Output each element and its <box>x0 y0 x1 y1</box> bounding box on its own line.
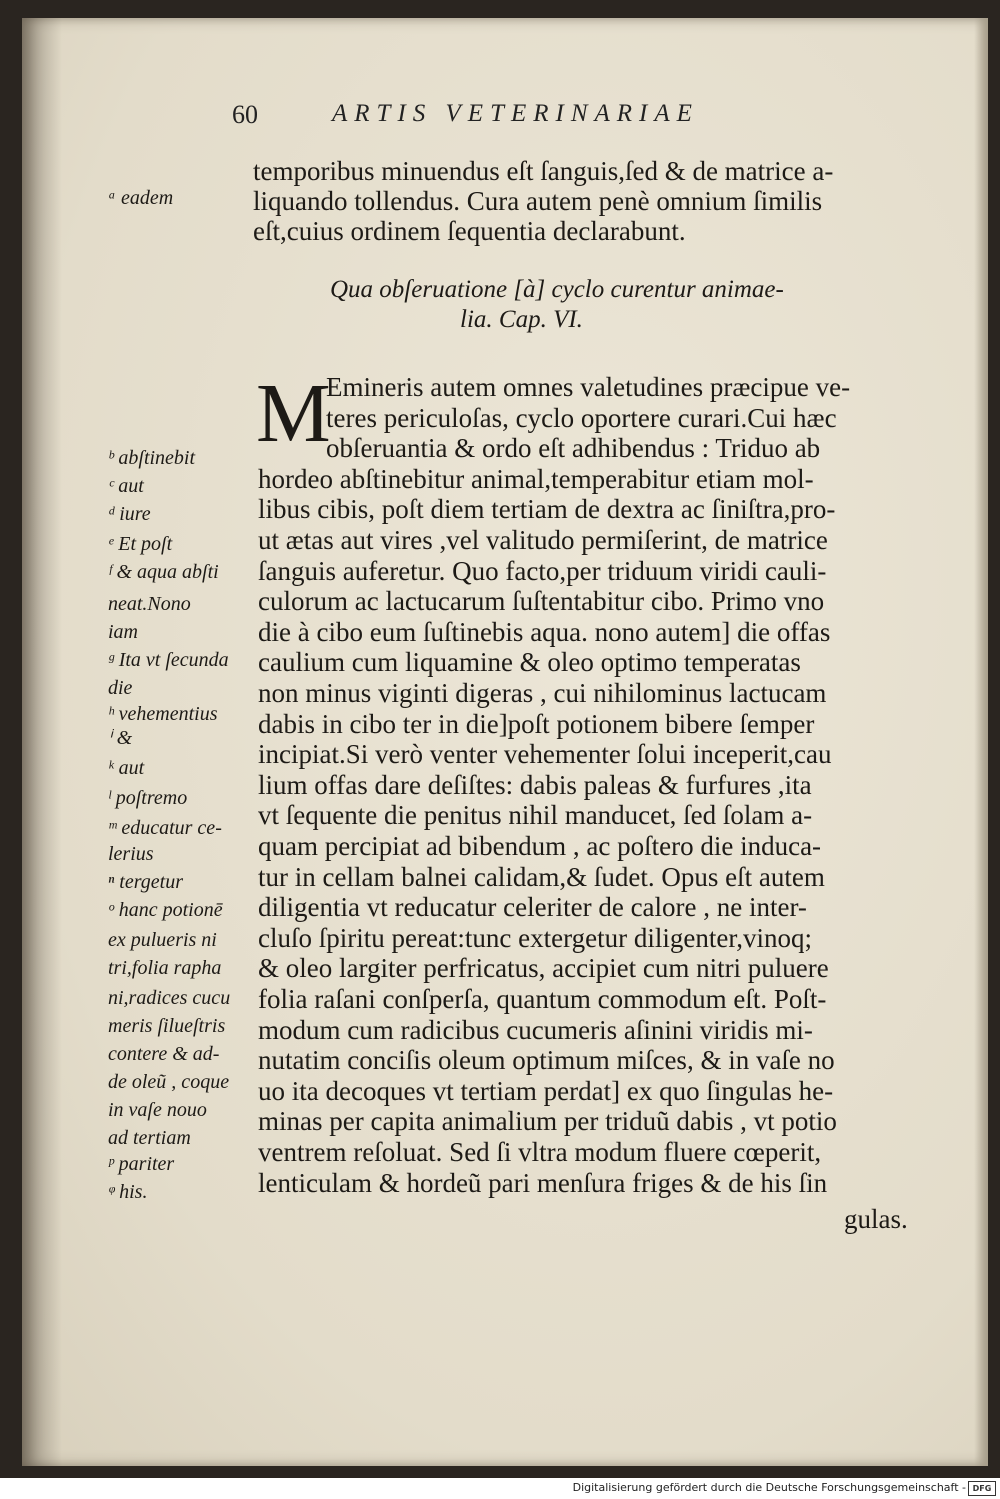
body-line: libus cibis, poſt diem tertiam de dextra ac ſiniſtra,pro- <box>258 494 836 525</box>
body-line: lenticulam & hordeũ pari menſura friges & de his ſin <box>258 1167 828 1198</box>
catchword: gulas. <box>844 1204 908 1234</box>
footer-credit: Digitalisierung gefördert durch die Deutsche Forschungsgemeinschaft - <box>572 1481 966 1494</box>
body-line: minas per capita animalium per triduũ dabis , vt potio <box>258 1106 837 1137</box>
marginal-note: lerius <box>108 843 154 865</box>
body-line: caulium cum liquamine & oleo optimo temperatas <box>258 647 801 678</box>
marginal-note: ⁿ tergetur <box>108 871 183 893</box>
body-line: teres periculoſas, cyclo oportere curari.Cui hæc <box>326 402 837 433</box>
body-line: quam percipiat ad bibendum , ac poſtero die induca- <box>258 831 822 861</box>
marginal-note: ᵠ his. <box>108 1181 148 1203</box>
body-line: die à cibo eum ſuſtinebis aqua. nono autem] die offas <box>258 616 831 647</box>
marginal-note: ni,radices cucu <box>108 987 231 1009</box>
gutter-shadow <box>22 18 62 1466</box>
body-line: ut ætas aut vires ,vel valitudo permiſerint, de matrice <box>258 525 828 555</box>
page-header <box>232 100 832 140</box>
chapter-heading-cont: lia. Cap. VI. <box>460 306 583 333</box>
marginal-note: ᶜ aut <box>108 475 144 497</box>
intro-line: eſt,cuius ordinem ſequentia declarabunt. <box>253 216 686 246</box>
marginal-note: meris ſilueſtris <box>108 1015 226 1037</box>
marginal-note: de oleũ , coque <box>108 1071 230 1093</box>
body-line: ſanguis auferetur. Quo facto,per triduum viridi cauli- <box>258 555 827 586</box>
marginal-note: iam <box>108 621 138 643</box>
marginal-note: ᶠ & aqua abſti <box>108 561 219 583</box>
body-line: lium offas dare deſiſtes: dabis paleas & furfures ,ita <box>258 769 812 800</box>
marginal-note: ad tertiam <box>108 1127 191 1149</box>
marginal-note: die <box>108 677 133 699</box>
drop-cap-initial: M <box>256 367 331 460</box>
digitization-footer <box>0 1478 1000 1499</box>
marginal-note: ˡ poſtremo <box>108 787 188 809</box>
body-line: folia raſani conſperſa, quantum commodum eſt. Poſt- <box>258 984 827 1014</box>
body-line: vt ſequente die penitus nihil manducet, ſed ſolam a- <box>258 800 813 831</box>
dfg-logo-icon: DFG <box>968 1481 996 1496</box>
intro-line: temporibus minuendus eſt ſanguis,ſed & de matrice a- <box>253 156 834 186</box>
body-line: nutatim conciſis oleum optimum miſces, & in vaſe no <box>258 1045 835 1076</box>
body-line: dabis in cibo ter in die]poſt potionem bibere ſemper <box>258 708 815 739</box>
marginal-note: ᵒ hanc potionē <box>108 899 223 921</box>
body-line: obſeruantia & ordo eſt adhibendus : Triduo ab <box>326 433 821 464</box>
body-line: incipiat.Si verò venter vehementer ſolui inceperit,cau <box>258 739 832 770</box>
marginal-note: ᵉ Et poſt <box>108 533 173 555</box>
marginal-note: ʰ vehementius <box>108 703 218 725</box>
marginal-note: neat.Nono <box>108 593 191 615</box>
body-line: hordeo abſtinebitur animal,temperabitur etiam mol- <box>258 463 814 494</box>
body-line: non minus viginti digeras , cui nihilominus lactucam <box>258 678 827 708</box>
running-title: ARTIS VETERINARIAE <box>332 100 699 127</box>
marginal-note: ᵇ abſtinebit <box>108 447 196 469</box>
body-line: modum cum radicibus cucumeris aſinini viridis mi- <box>258 1014 813 1045</box>
page-edge <box>974 18 988 1466</box>
marginal-note: tri,folia rapha <box>108 957 222 979</box>
marginal-note: ex pulueris ni <box>108 929 217 951</box>
marginal-note: ᵐ educatur ce- <box>108 817 222 839</box>
body-line: cluſo ſpiritu pereat:tunc extergetur diligenter,vinoq; <box>258 922 813 953</box>
marginal-note: ᵖ pariter <box>108 1153 175 1175</box>
body-line: culorum ac lactucarum ſuſtentabitur cibo. Primo vno <box>258 586 825 617</box>
page-number: 60 <box>232 100 258 129</box>
body-line: & oleo largiter perfricatus, accipiet cum nitri puluere <box>258 953 829 984</box>
chapter-heading: Qua obſeruatione [à] cyclo curentur animae- <box>330 276 784 303</box>
body-line: diligentia vt reducatur celeriter de calore , ne inter- <box>258 892 807 923</box>
marginal-note: ᵈ iure <box>108 503 151 525</box>
marginal-note: ᵃ eadem <box>108 187 174 209</box>
marginal-note: in vaſe nouo <box>108 1099 207 1121</box>
marginal-note: contere & ad- <box>108 1043 220 1065</box>
body-line: uo ita decoques vt tertiam perdat] ex quo ſingulas he- <box>258 1075 834 1106</box>
marginal-note: ⁱ & <box>108 727 133 749</box>
body-line: Emineris autem omnes valetudines præcipue ve- <box>326 372 851 402</box>
intro-line: liquando tollendus. Cura autem penè omnium ſimilis <box>253 186 823 216</box>
marginal-note: ᵍ Ita vt ſecunda <box>108 649 229 671</box>
marginal-note: ᵏ aut <box>108 757 145 779</box>
body-line: tur in cellam balnei calidam,& ſudet. Opus eſt autem <box>258 861 825 892</box>
body-line: ventrem reſoluat. Sed ſi vltra modum fluere cœperit, <box>258 1137 822 1167</box>
